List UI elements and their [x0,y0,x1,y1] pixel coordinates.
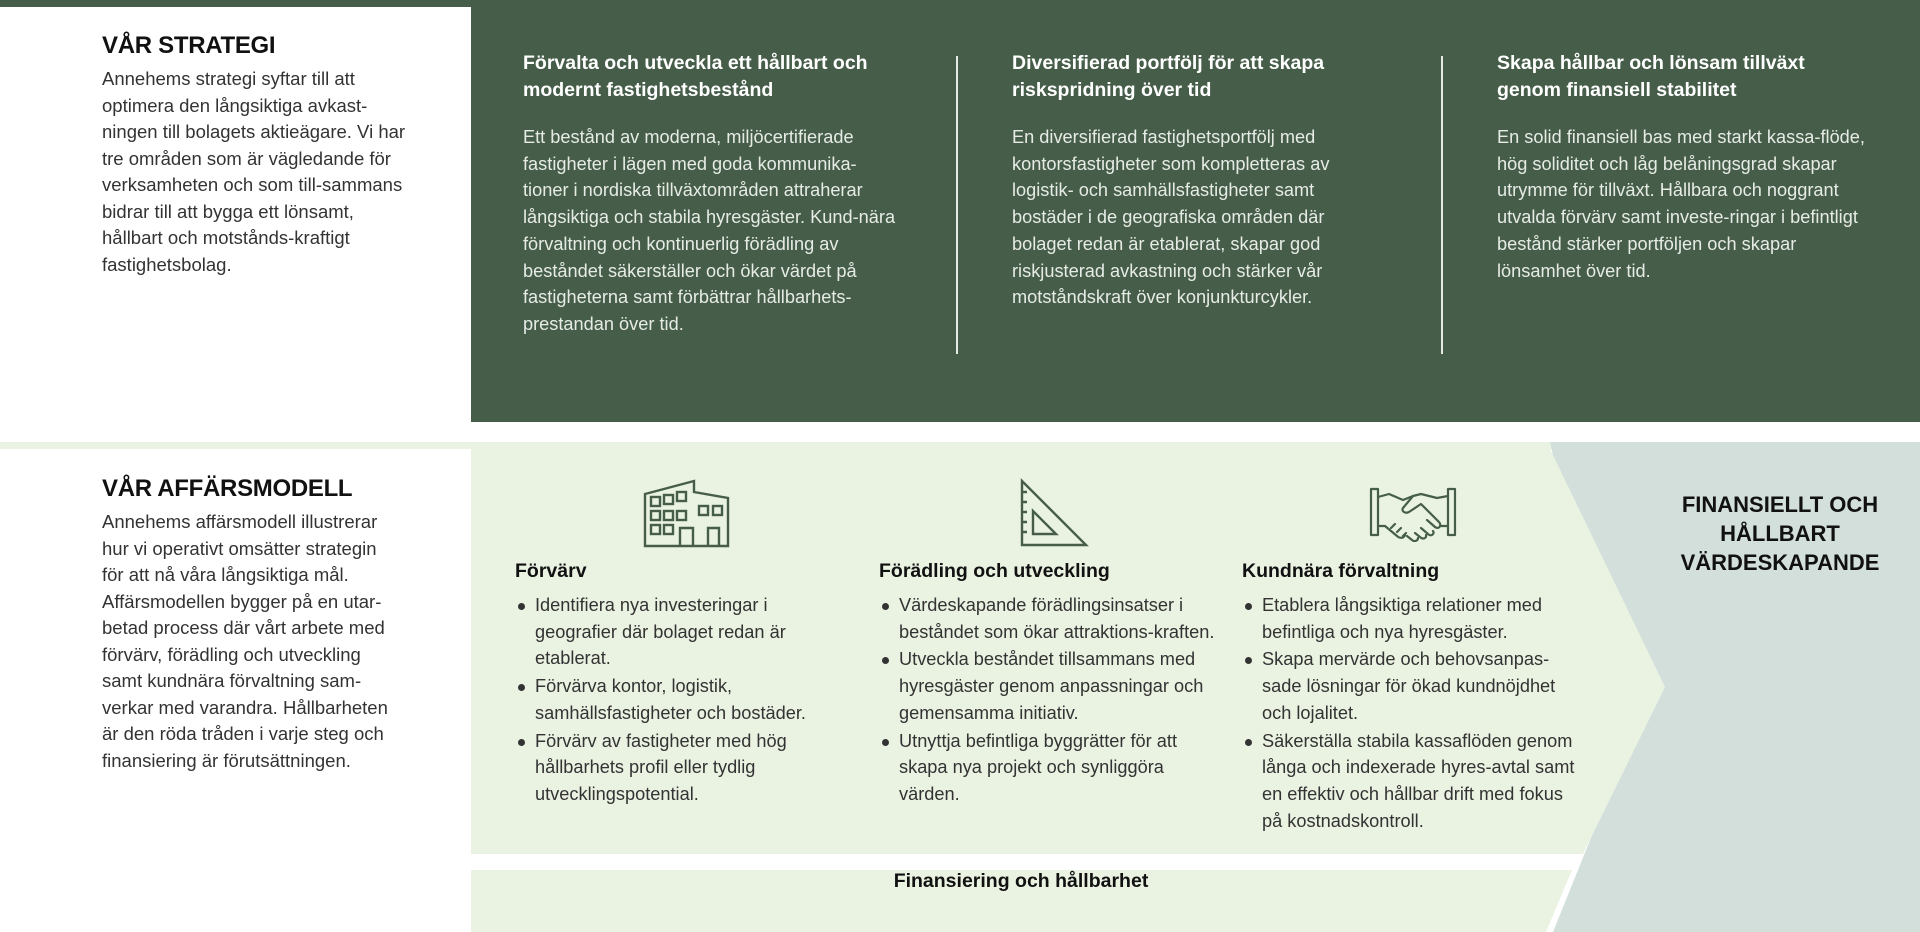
list-item: Etablera långsiktiga relationer med befintliga och nya hyresgäster. [1242,592,1577,645]
list-item: Identifiera nya investeringar i geografier där bolaget redan är etablerat. [515,592,825,672]
pillar-text: En diversifierad fastighetsportfölj med kontorsfastigheter som kompletteras av logistik- och samhällsfastigheter samt bostäder i de geografiska områden där bolaget redan är etablerat, skapar god riskjusterad avkastning och stärker vår motståndskraft över konjunkturcykler. [1012,127,1330,308]
step-title: Kundnära förvaltning [1242,560,1440,582]
strategy-intro-text: Annehems strategi syftar till att optimera den långsiktiga avkast-ningen till bolagets aktieägare. Vi har tre områden som är vägledande för verksamheten och som till-sammans bidrar till att bygga ett lönsamt, hållbart och motstånds-kraftigt fastighetsbolag. [102,68,406,275]
list-item: Värdeskapande förädlingsinsatser i beståndet som ökar attraktions-kraften. [879,592,1224,645]
list-item: Förvärv av fastigheter med hög hållbarhets profil eller tydlig utvecklingspotential. [515,728,825,808]
list-item: Utveckla beståndet tillsammans med hyresgäster genom anpassningar och gemensamma initiativ. [879,646,1224,726]
step-title: Förvärv [515,560,587,582]
business-model-intro [102,475,398,774]
pillar-title: Skapa hållbar och lönsam tillväxt genom finansiell stabilitet [1497,52,1805,101]
pillar-title: Diversifierad portfölj för att skapa riskspridning över tid [1012,52,1325,101]
pillar-text: Ett bestånd av moderna, miljöcertifierade fastigheter i lägen med goda kommunika-tioner i nordiska tillväxtområden attraherar långsiktiga och stabila hyresgäster. Kund-nära förvaltning och kontinuerlig förädling av beståndet säkerställer och ökar värdet på fastigheterna samt förbättrar hållbarhets-prestandan över tid. [523,127,896,334]
list-item: Utnyttja befintliga byggrätter för att skapa nya projekt och synliggöra värden. [879,728,1224,808]
strategy-title: VÅR STRATEGI [102,32,276,59]
value-creation-title: FINANSIELLT OCH HÅLLBART VÄRDESKAPANDE [1680,492,1880,575]
list-item: Säkerställa stabila kassaflöden genom långa och indexerade hyres-avtal samt en effektiv och hållbar drift med fokus på kostnadskontroll. [1242,728,1577,835]
business-model-title: VÅR AFFÄRSMODELL [102,475,353,502]
list-item: Skapa mervärde och behovsanpas-sade lösningar för ökad kundnöjdhet och lojalitet. [1242,646,1577,726]
step-title: Förädling och utveckling [879,560,1110,582]
step-bullet-list [879,592,1224,809]
pillar-text: En solid finansiell bas med starkt kassa-flöde, hög soliditet och låg belåningsgrad skapar utrymme för tillväxt. Hållbara och noggrant utvalda förvärv samt investe-ringar i befintligt bestånd stärker portföljen och skapar lönsamhet över tid. [1497,127,1865,281]
business-model-intro-text: Annehems affärsmodell illustrerar hur vi operativt omsätter strategin för att nå våra långsiktiga mål. Affärsmodellen bygger på en utar-betad process där vårt arbete med förvärv, förädling och utveckling samt kundnära förvaltning sam-verkar med varandra. Hållbarheten är den röda tråden i varje steg och finansiering är förutsättningen. [102,511,388,771]
step-bullet-list [515,592,825,809]
funding-label: Finansiering och hållbarhet [893,870,1149,892]
step-bullet-list [1242,592,1577,835]
handshake-icon [1369,484,1457,542]
building-icon [642,478,732,548]
list-item: Förvärva kontor, logistik, samhällsfastigheter och bostäder. [515,673,825,726]
pillar-title: Förvalta och utveckla ett hållbart och modernt fastighetsbestånd [523,52,868,101]
set-square-icon [1019,478,1089,548]
